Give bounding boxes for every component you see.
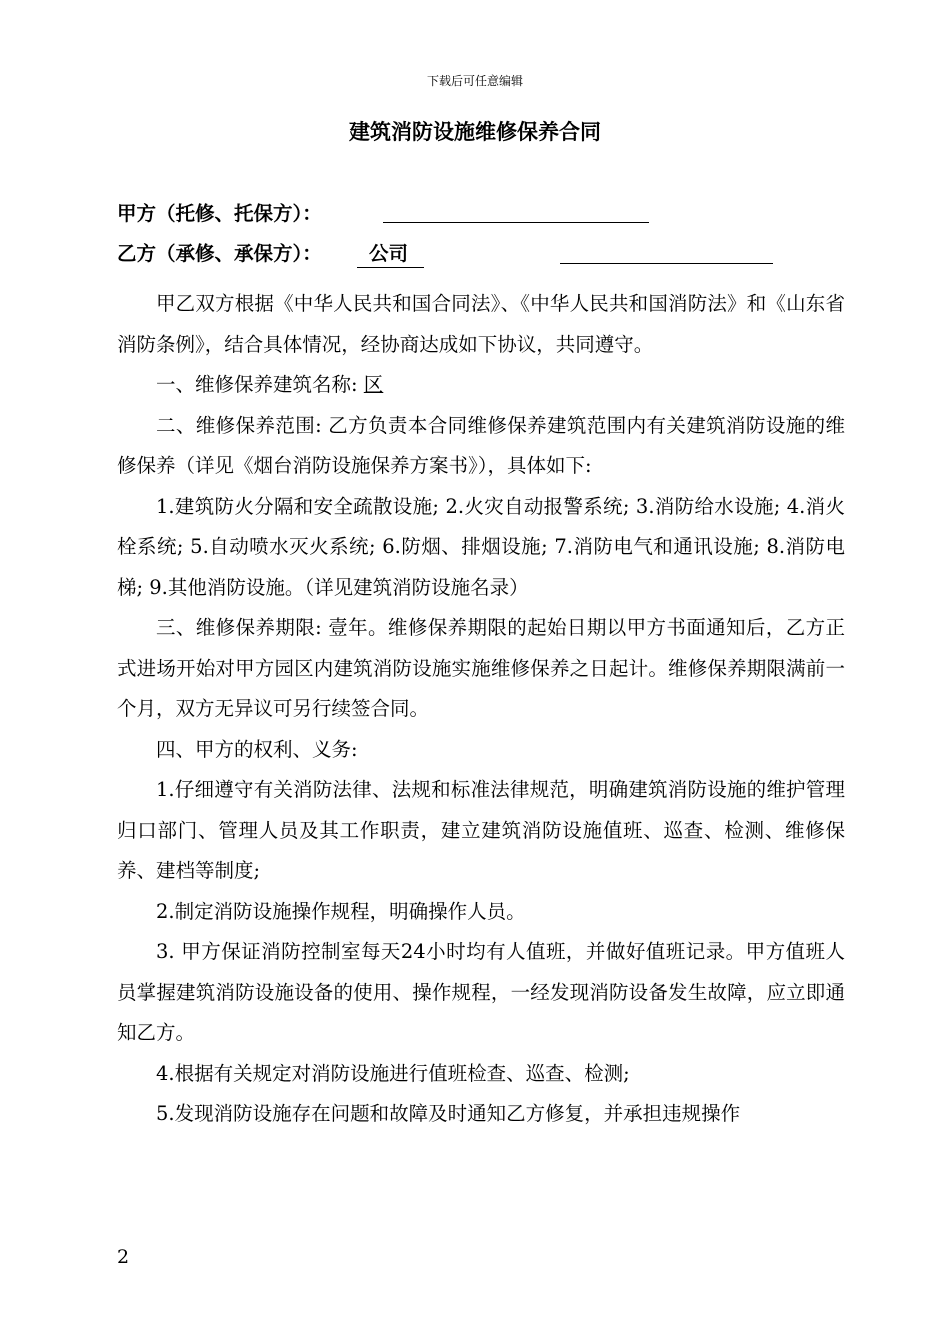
party-a-duty-3: 3. 甲方保证消防控制室每天24小时均有人值班，并做好值班记录。甲方值班人员掌握建筑消防设施设备的使用、操作规程，一经发现消防设备发生故障，应立即通知乙方。 bbox=[117, 940, 845, 1044]
clause-scope: 二、维修保养范围: 乙方负责本合同维修保养建筑范围内有关建筑消防设施的维修保养（详见《烟台消防设施保养方案书》），具体如下: bbox=[117, 413, 845, 477]
party-a-duty-1: 1.仔细遵守有关消防法律、法规和标准法律规范，明确建筑消防设施的维护管理归口部门、管理人员及其工作职责，建立建筑消防设施值班、巡查、检测、维修保养、建档等制度; bbox=[117, 778, 845, 882]
party-a-duty-2: 2.制定消防设施操作规程，明确操作人员。 bbox=[156, 899, 526, 923]
clause-building-name-label: 一、维修保养建筑名称: bbox=[156, 373, 364, 396]
party-b-blank-line bbox=[560, 263, 773, 264]
party-a-blank-line bbox=[383, 222, 649, 223]
clause-scope-list: 1.建筑防火分隔和安全疏散设施; 2.火灾自动报警系统; 3.消防给水设施; 4.消火栓系统; 5.自动喷水灭火系统; 6.防烟、排烟设施; 7.消防电气和通讯设施; 8.消防电梯; 9.其他消防设施。（详见建筑消防设施名录） bbox=[117, 494, 845, 599]
clause-term: 三、维修保养期限: 壹年。维修保养期限的起始日期以甲方书面通知后，乙方正式进场开始对甲方园区内建筑消防设施实施维修保养之日起计。维修保养期限满前一个月，双方无异议可另行续签合同。 bbox=[117, 616, 845, 720]
party-b-label: 乙方（承修、承保方）： bbox=[117, 242, 322, 265]
party-a-duty-5: 5.发现消防设施存在问题和故障及时通知乙方修复，并承担违规操作 bbox=[156, 1102, 741, 1125]
party-b-company: 公司 bbox=[357, 241, 424, 268]
document-title: 建筑消防设施维修保养合同 bbox=[349, 120, 601, 144]
party-a-label: 甲方（托修、托保方）： bbox=[117, 202, 322, 225]
page-number: 2 bbox=[117, 1246, 130, 1268]
header-note: 下载后可任意编辑 bbox=[426, 74, 523, 88]
party-a-duty-4: 4.根据有关规定对消防设施进行值班检查、巡查、检测; bbox=[156, 1061, 630, 1085]
contract-body bbox=[117, 284, 845, 1135]
intro-paragraph: 甲乙双方根据《中华人民共和国合同法》、《中华人民共和国消防法》和《山东省消防条例》，结合具体情况，经协商达成如下协议，共同遵守。 bbox=[117, 292, 845, 356]
clause-party-a-heading: 四、甲方的权利、义务: bbox=[156, 737, 358, 761]
clause-building-name bbox=[117, 365, 845, 406]
building-name-value: 区 bbox=[363, 373, 384, 396]
